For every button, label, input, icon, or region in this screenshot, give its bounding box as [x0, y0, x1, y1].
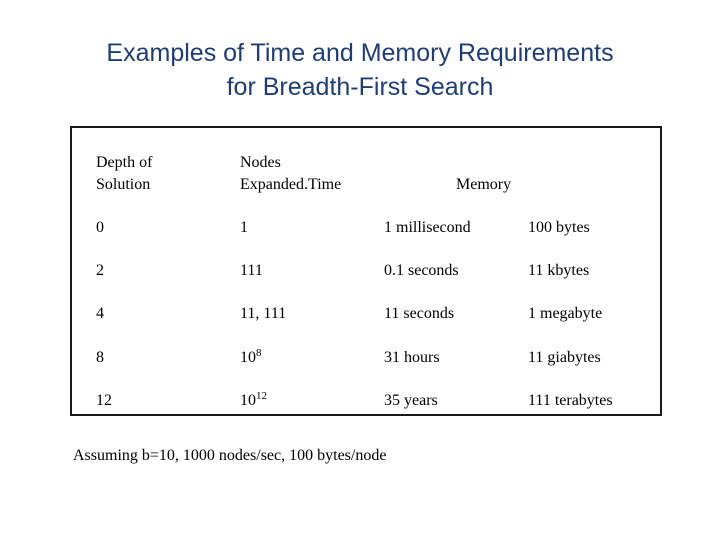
row-2-memory: 1 megabyte: [528, 305, 603, 322]
row-2-nodes: [240, 305, 286, 323]
row-4-time: 35 years: [384, 392, 438, 409]
row-1-time: 0.1 seconds: [384, 262, 459, 279]
header-nodes-expanded-time: [240, 152, 341, 196]
row-3-nodes: [240, 349, 262, 367]
row-2-nodes-base: 11, 111: [240, 305, 287, 322]
bfs-requirements-table: [70, 126, 662, 416]
slide-title-line-2: for Breadth-First Search: [226, 73, 494, 101]
header-depth-line-2: Solution: [96, 176, 151, 193]
row-4-nodes-base: 10: [240, 392, 256, 409]
slide-title-line-1: Examples of Time and Memory Requirements: [106, 39, 614, 67]
row-1-depth: 2: [96, 262, 104, 279]
row-3-time: 31 hours: [384, 349, 440, 366]
header-nodes-line-1: Nodes: [240, 154, 281, 171]
slide-title: [0, 36, 720, 104]
row-4-nodes-exponent: 12: [256, 390, 267, 402]
row-2-depth: 4: [96, 305, 104, 322]
row-3-depth: 8: [96, 349, 104, 366]
row-0-memory: 100 bytes: [528, 219, 590, 236]
row-0-nodes-base: 1: [240, 219, 248, 236]
row-0-time: 1 millisecond: [384, 219, 471, 236]
row-3-memory: 11 giabytes: [528, 349, 601, 366]
row-0-nodes: [240, 219, 248, 237]
header-depth-of-solution: [96, 152, 152, 196]
row-1-memory: 11 kbytes: [528, 262, 590, 279]
header-memory: Memory: [456, 176, 512, 193]
row-2-time: 11 seconds: [384, 305, 455, 322]
header-nodes-line-2: Expanded.Time: [240, 176, 342, 193]
row-0-depth: 0: [96, 219, 104, 236]
row-3-nodes-base: 10: [240, 349, 256, 366]
row-1-nodes-base: 111: [240, 262, 263, 279]
row-4-nodes: [240, 392, 267, 410]
row-4-memory: 111 terabytes: [528, 392, 613, 409]
row-4-depth: 12: [96, 392, 112, 409]
assumptions-footnote: Assuming b=10, 1000 nodes/sec, 100 bytes/node: [73, 447, 387, 464]
row-3-nodes-exponent: 8: [256, 347, 262, 359]
header-depth-line-1: Depth of: [96, 154, 153, 171]
row-1-nodes: [240, 262, 263, 280]
